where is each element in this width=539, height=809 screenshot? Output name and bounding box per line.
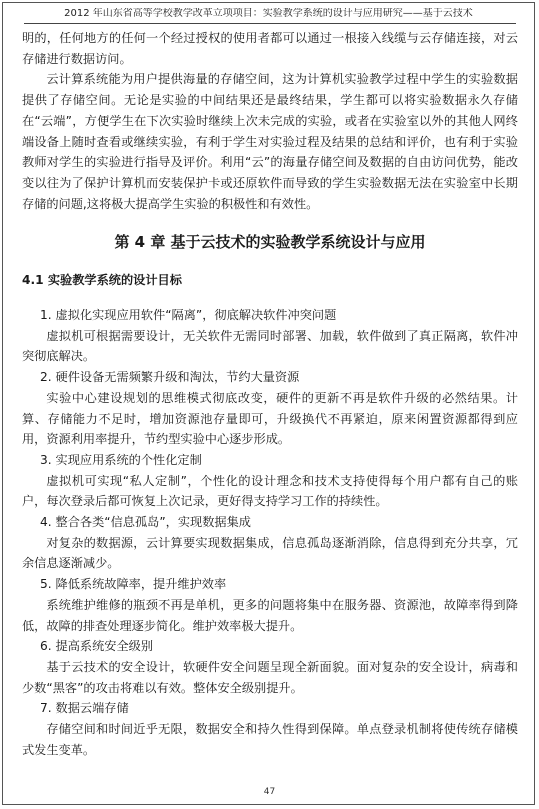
section-title: 4.1 实验教学系统的设计目标 [22,273,182,288]
goal-heading: 3. 实现应用系统的个性化定制 [40,452,202,467]
goal-text: 存储空间和时间近乎无限，数据安全和持久性得到保障。单点登录机制将使传统存储模式发生变革。 [22,722,518,757]
page-content [22,28,518,761]
goal-heading: 7. 数据云端存储 [40,701,129,716]
goal-heading: 4. 整合各类“信息孤岛”，实现数据集成 [40,515,251,530]
goal-heading: 5. 降低系统故障率，提升维护效率 [40,577,227,592]
goal-heading: 1. 虚拟化实现应用软件“隔离”，彻底解决软件冲突问题 [40,308,337,323]
goal-heading: 2. 硬件设备无需频繁升级和淘汰，节约大量资源 [40,370,300,385]
goal-heading: 6. 提高系统安全级别 [40,639,154,654]
goal-text: 实验中心建设规划的思维模式彻底改变，硬件的更新不再是软件升级的必然结果。计算、存储能力不足时，增加资源池存量即可，升级换代不再紧迫，原来闲置资源都得到应用，资源利用率提升，节约型实验中心逐步形成。 [22,390,518,447]
continued-paragraph: 明的，任何地方的任何一个经过授权的使用者都可以通过一根接入线缆与云存储连接，对云存储进行数据访问。 [22,31,518,66]
goal-text: 虚拟机可根据需要设计，无关软件无需同时部署、加载，软件做到了真正隔离，软件冲突彻底解决。 [22,328,518,364]
goal-text: 基于云技术的安全设计，软硬件安全问题呈现全新面貌。面对复杂的安全设计，病毒和少数“黑客”的攻击将难以有效。整体安全级别提升。 [22,659,518,695]
page-number: 47 [263,787,276,797]
header-rule [24,23,516,24]
cloud-storage-paragraph: 云计算系统能为用户提供海量的存储空间，这为计算机实验教学过程中学生的实验数据提供了存储空间。无论是实验的中间结果还是最终结果，学生都可以将实验数据永久存储在“云端”，方便学生在下次实验时继续上次未完成的实验，或者在实验室以外的其他人网终端设备上随时查看或继续实验，有利于学生对实验过程及结果的总结和评价，也有利于实验教师对学生的实验进行指导及评价。利用“云”的海量存储空间及数据的自由访问优势，能改变以往为了保护计算机而安装保护卡或还原软件而导致的学生实验数据无法在实验室中长期存储的问题,这将极大提高学生实验的积极性和有效性。 [22,72,518,211]
goal-text: 对复杂的数据源，云计算要实现数据集成，信息孤岛逐渐消除，信息得到充分共享，冗余信息逐渐减少。 [22,535,518,571]
goal-text: 虚拟机可实现“私人定制”，个性化的设计理念和技术支持使得每个用户都有自己的账户，每次登录后都可恢复上次记录，更好得支持学习工作的持续性。 [22,473,518,509]
chapter-title: 第 4 章 基于云技术的实验教学系统设计与应用 [114,233,426,252]
goal-text: 系统维护维修的瓶颈不再是单机，更多的问题将集中在服务器、资源池，故障率得到降低，故障的排查处理逐步简化。维护效率极大提升。 [22,597,518,633]
running-header: 2012 年山东省高等学校教学改革立项项目：实验教学系统的设计与应用研究——基于云技术 [64,8,473,19]
